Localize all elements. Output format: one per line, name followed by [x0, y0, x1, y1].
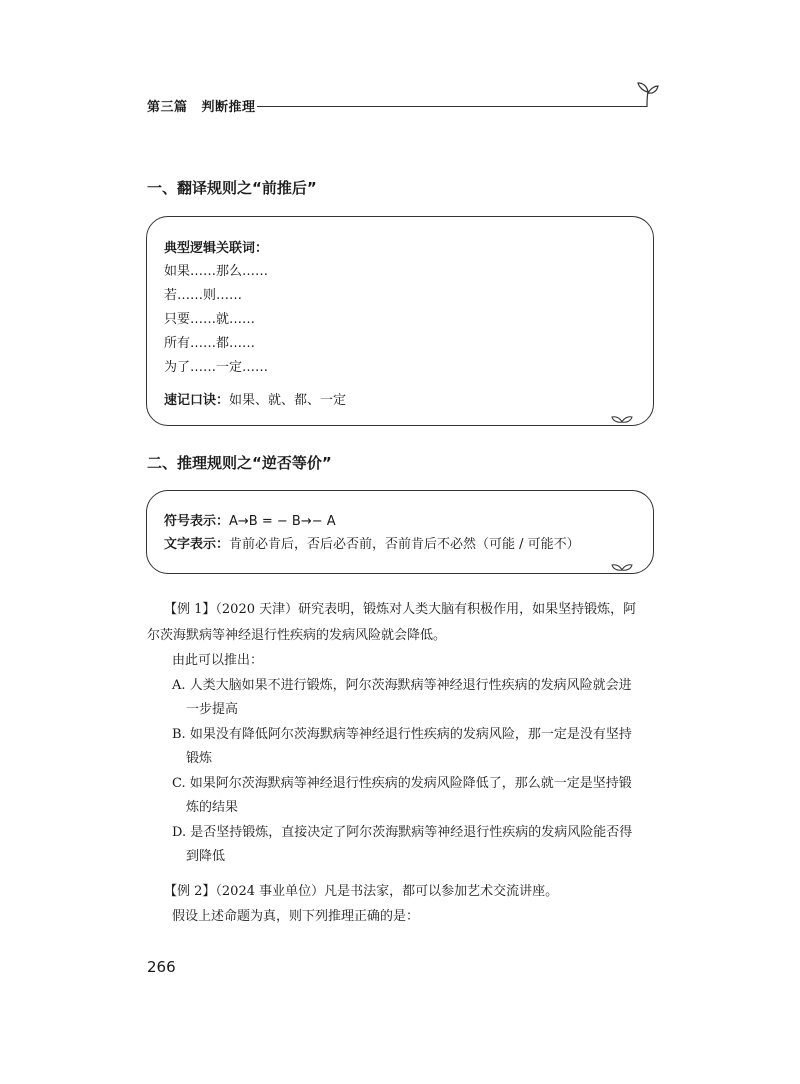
example-tag: 【例 1】: [164, 602, 216, 617]
connective-item: 若……则……: [164, 288, 243, 303]
option-letter: C.: [172, 776, 186, 791]
example2-question: 假设上述命题为真，则下列推理正确的是：: [172, 909, 420, 924]
section-heading-2: 二、推理规则之“逆否等价”: [147, 454, 332, 472]
section-heading-1: 一、翻译规则之“前推后”: [147, 179, 317, 197]
leaf-icon: [611, 562, 633, 572]
page-number: 266: [147, 958, 176, 976]
equivalence-box: [146, 490, 654, 574]
example-tag: 【例 2】: [164, 884, 216, 899]
option-d-line2: 到降低: [186, 849, 226, 864]
option-d-line1: D. 是否坚持锻炼，直接决定了阿尔茨海默病等神经退行性疾病的发病风险能否得: [172, 825, 633, 840]
connective-item: 只要……就……: [164, 312, 256, 327]
example-stem: 研究表明，锻炼对人类大脑有积极作用，如果坚持锻炼，阿: [298, 602, 637, 617]
text-value: 肯前必肯后，否后必否前，否前肯后不必然（可能 / 可能不）: [229, 537, 580, 552]
option-a-line2: 一步提高: [186, 702, 239, 717]
connectives-box: [146, 216, 654, 426]
mnemonic-label: 速记口诀：: [164, 393, 230, 408]
mnemonic-value: 如果、就、都、一定: [229, 393, 347, 408]
header-chapter: 判断推理: [201, 100, 256, 115]
connective-item: 为了……一定……: [164, 360, 269, 375]
example-source: （2024 事业单位）: [215, 884, 325, 899]
example-source: （2020 天津）: [215, 602, 299, 617]
option-c-line2: 炼的结果: [186, 800, 239, 815]
connective-item: 如果……那么……: [164, 264, 269, 279]
option-c-line1: C. 如果阿尔茨海默病等神经退行性疾病的发病风险降低了，那么就一定是坚持锻: [172, 776, 632, 791]
header-title: [147, 96, 256, 115]
symbol-label: 符号表示：: [164, 514, 230, 529]
header-part: 第三篇: [147, 100, 188, 115]
box-intro: 典型逻辑关联词：: [164, 241, 269, 256]
header-rule: [257, 106, 647, 107]
example1-question: 由此可以推出：: [172, 653, 264, 668]
running-header: [147, 96, 657, 116]
text-line: [164, 533, 580, 552]
connective-item: 所有……都……: [164, 336, 256, 351]
option-letter: D.: [172, 825, 187, 840]
option-b-line2: 锻炼: [186, 751, 213, 766]
example2-stem: 【例 2】（2024 事业单位）凡是书法家，都可以参加艺术交流讲座。: [164, 884, 559, 899]
mnemonic-line: [164, 389, 346, 408]
option-letter: B.: [172, 727, 186, 742]
example1-stem-line2: 尔茨海默病等神经退行性疾病的发病风险就会降低。: [147, 628, 447, 643]
leaf-icon: [611, 414, 633, 424]
option-b-line1: B. 如果没有降低阿尔茨海默病等神经退行性疾病的发病风险，那一定是没有坚持: [172, 727, 632, 742]
option-letter: A.: [172, 678, 186, 693]
option-a-line1: A. 人类大脑如果不进行锻炼，阿尔茨海默病等神经退行性疾病的发病风险就会进: [172, 678, 632, 693]
symbol-value: A→B = − B→− A: [229, 514, 336, 529]
symbol-line: [164, 510, 336, 529]
example1-stem-line1: [164, 598, 636, 617]
text-label: 文字表示：: [164, 537, 230, 552]
sprout-icon: [635, 82, 659, 108]
